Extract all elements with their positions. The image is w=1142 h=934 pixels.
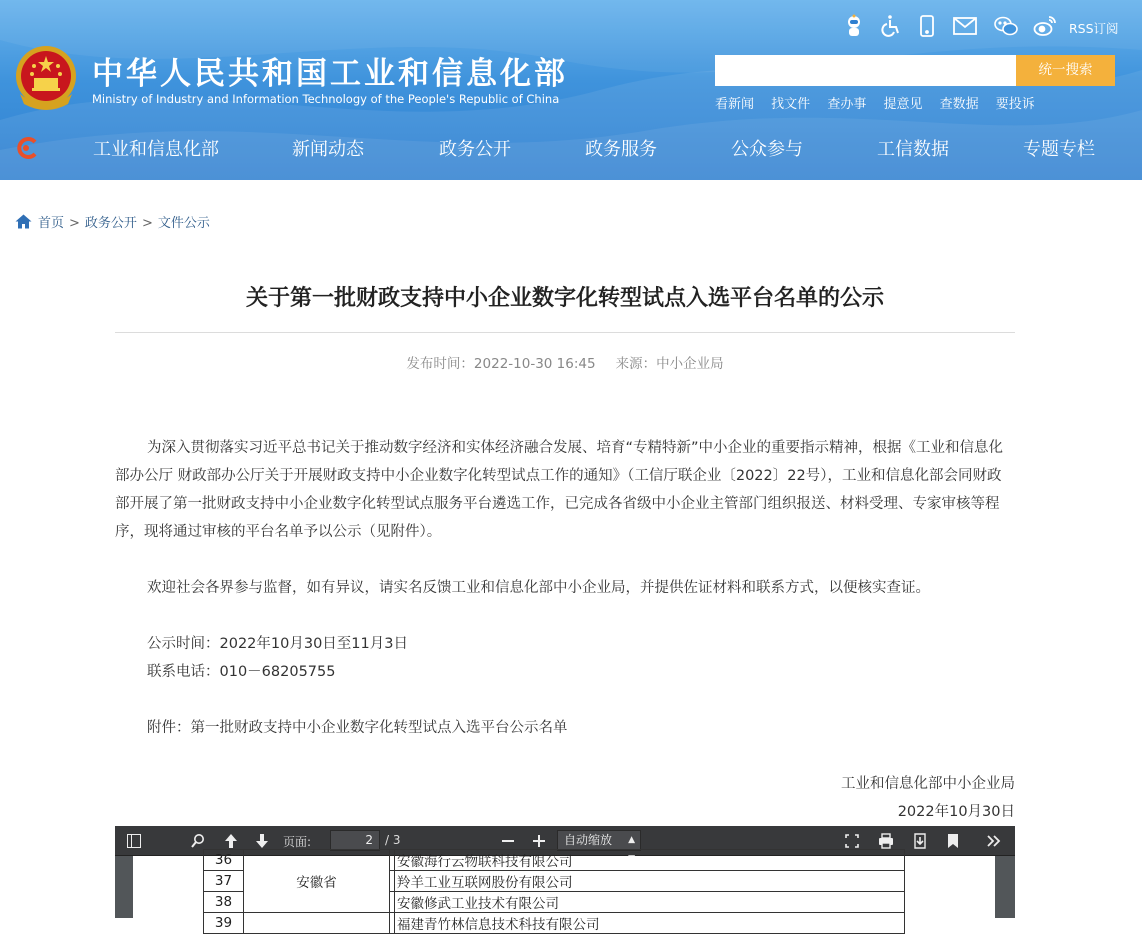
nav-item-topics[interactable]: 专题专栏 bbox=[1023, 139, 1095, 160]
table-cell-no: 39 bbox=[204, 913, 244, 934]
quick-link-complaint[interactable]: 要投诉 bbox=[995, 97, 1035, 112]
quick-link-feedback[interactable]: 提意见 bbox=[883, 97, 923, 112]
site-subtitle: Ministry of Industry and Information Technology of the People's Republic of China bbox=[92, 92, 560, 106]
rss-link[interactable]: RSS订阅 bbox=[1069, 21, 1119, 36]
nav-item-data[interactable]: 工信数据 bbox=[877, 139, 949, 160]
quick-link-services[interactable]: 查办事 bbox=[827, 97, 867, 112]
search-input[interactable] bbox=[715, 55, 1016, 86]
nav-item-services[interactable]: 政务服务 bbox=[585, 139, 657, 160]
zoom-value: 自动缩放 bbox=[564, 833, 613, 847]
breadcrumb-separator: > bbox=[141, 216, 153, 231]
breadcrumb-home[interactable]: 首页 bbox=[38, 216, 65, 231]
table-row bbox=[204, 913, 905, 934]
page-total: / 3 bbox=[385, 833, 401, 847]
previous-page-icon[interactable] bbox=[224, 833, 238, 849]
bookmark-icon[interactable] bbox=[947, 833, 959, 849]
accessibility-icon[interactable] bbox=[879, 14, 903, 38]
nav-item-participation[interactable]: 公众参与 bbox=[731, 139, 803, 160]
site-title: 中华人民共和国工业和信息化部 bbox=[92, 56, 568, 92]
table-cell-company: 羚羊工业互联网股份有限公司 bbox=[395, 871, 905, 892]
select-caret-icon: ▲ bbox=[628, 835, 635, 845]
ministry-logo-icon[interactable] bbox=[13, 137, 39, 159]
publish-time: 2022-10-30 16:45 bbox=[473, 356, 596, 372]
table-cell-no: 38 bbox=[204, 892, 244, 913]
source-label: 来源： bbox=[615, 356, 657, 372]
wechat-icon[interactable] bbox=[994, 14, 1018, 38]
paragraph-intro: 为深入贯彻落实习近平总书记关于推动数字经济和实体经济融合发展、培育“专精特新”中小企业的重要指示精神，根据《工业和信息化部办公厅 财政部办公厅关于开展财政支持中小企业数字化转型试点工作的通知》（工信厅联企业〔2022〕22号），工业和信息化部会同财政部开展了第一批财政支持中小企业数字化转型试点服务平台遴选工作，已完成各省级中小企业主管部门组织报送、材料受理、专家审核等程序，现将通过审核的平台名单予以公示（见附件）。 bbox=[115, 440, 1004, 540]
national-emblem-icon bbox=[14, 44, 78, 112]
main-nav bbox=[0, 129, 1142, 167]
breadcrumb-separator: > bbox=[69, 216, 80, 231]
article-meta bbox=[115, 352, 1015, 372]
quick-link-data[interactable]: 查数据 bbox=[939, 97, 979, 112]
title-divider bbox=[115, 332, 1015, 333]
breadcrumb-public-affairs[interactable]: 政务公开 bbox=[84, 216, 137, 231]
breadcrumb bbox=[15, 212, 210, 231]
quick-link-files[interactable]: 找文件 bbox=[771, 97, 811, 112]
tools-menu-icon[interactable] bbox=[986, 833, 1002, 849]
table-cell-province bbox=[244, 913, 390, 934]
contact-phone: 联系电话：010－68205755 bbox=[147, 664, 336, 680]
robot-icon[interactable] bbox=[842, 14, 866, 38]
article-body bbox=[115, 434, 1015, 826]
article-title: 关于第一批财政支持中小企业数字化转型试点入选平台名单的公示 bbox=[245, 286, 884, 311]
home-icon bbox=[15, 214, 32, 229]
download-icon[interactable] bbox=[913, 833, 927, 849]
table-cell-company: 福建青竹林信息技术科技有限公司 bbox=[395, 913, 905, 934]
nav-item-miit[interactable]: 工业和信息化部 bbox=[93, 139, 219, 160]
zoom-out-icon[interactable] bbox=[501, 833, 515, 849]
sign-date: 2022年10月30日 bbox=[897, 804, 1015, 820]
signer: 工业和信息化部中小企业局 bbox=[841, 776, 1015, 792]
site-header bbox=[0, 0, 1142, 180]
table-cell-no: 36 bbox=[204, 850, 244, 871]
page-number-input[interactable]: 2 bbox=[330, 830, 380, 851]
zoom-in-icon[interactable] bbox=[532, 833, 546, 849]
print-icon[interactable] bbox=[878, 833, 894, 849]
weibo-icon[interactable] bbox=[1033, 14, 1057, 38]
table-cell-company: 安徽修武工业技术有限公司 bbox=[395, 892, 905, 913]
page-label: 页面: bbox=[283, 835, 312, 849]
paragraph-supervision: 欢迎社会各界参与监督，如有异议，请实名反馈工业和信息化部中小企业局，并提供佐证材料和联系方式，以便核实查证。 bbox=[147, 580, 930, 596]
table-cell-no: 37 bbox=[204, 871, 244, 892]
quick-link-news[interactable]: 看新闻 bbox=[715, 97, 755, 112]
source-value: 中小企业局 bbox=[656, 356, 724, 372]
notice-period: 公示时间：2022年10月30日至11月3日 bbox=[147, 636, 408, 652]
table-cell-province: 安徽省 bbox=[244, 850, 390, 913]
sidebar-toggle-icon[interactable] bbox=[127, 833, 141, 849]
pdf-viewer bbox=[115, 826, 1015, 933]
mail-icon[interactable] bbox=[953, 14, 977, 38]
table-row bbox=[204, 850, 905, 871]
pdf-table bbox=[203, 849, 905, 934]
zoom-select[interactable] bbox=[557, 830, 641, 851]
mobile-icon[interactable] bbox=[915, 14, 939, 38]
find-icon[interactable] bbox=[191, 833, 205, 849]
next-page-icon[interactable] bbox=[255, 833, 269, 849]
presentation-mode-icon[interactable] bbox=[845, 833, 859, 849]
table-cell-company: 安徽海行云物联科技有限公司 bbox=[395, 850, 905, 871]
attachment-label: 附件：第一批财政支持中小企业数字化转型试点入选平台公示名单 bbox=[147, 720, 568, 736]
nav-item-public-affairs[interactable]: 政务公开 bbox=[439, 139, 511, 160]
nav-item-news[interactable]: 新闻动态 bbox=[292, 139, 364, 160]
pdf-page bbox=[133, 852, 995, 933]
quick-links bbox=[715, 93, 1048, 112]
publish-label: 发布时间： bbox=[406, 356, 474, 372]
search-button[interactable]: 统一搜索 bbox=[1016, 55, 1115, 86]
breadcrumb-file-notice[interactable]: 文件公示 bbox=[157, 216, 210, 231]
